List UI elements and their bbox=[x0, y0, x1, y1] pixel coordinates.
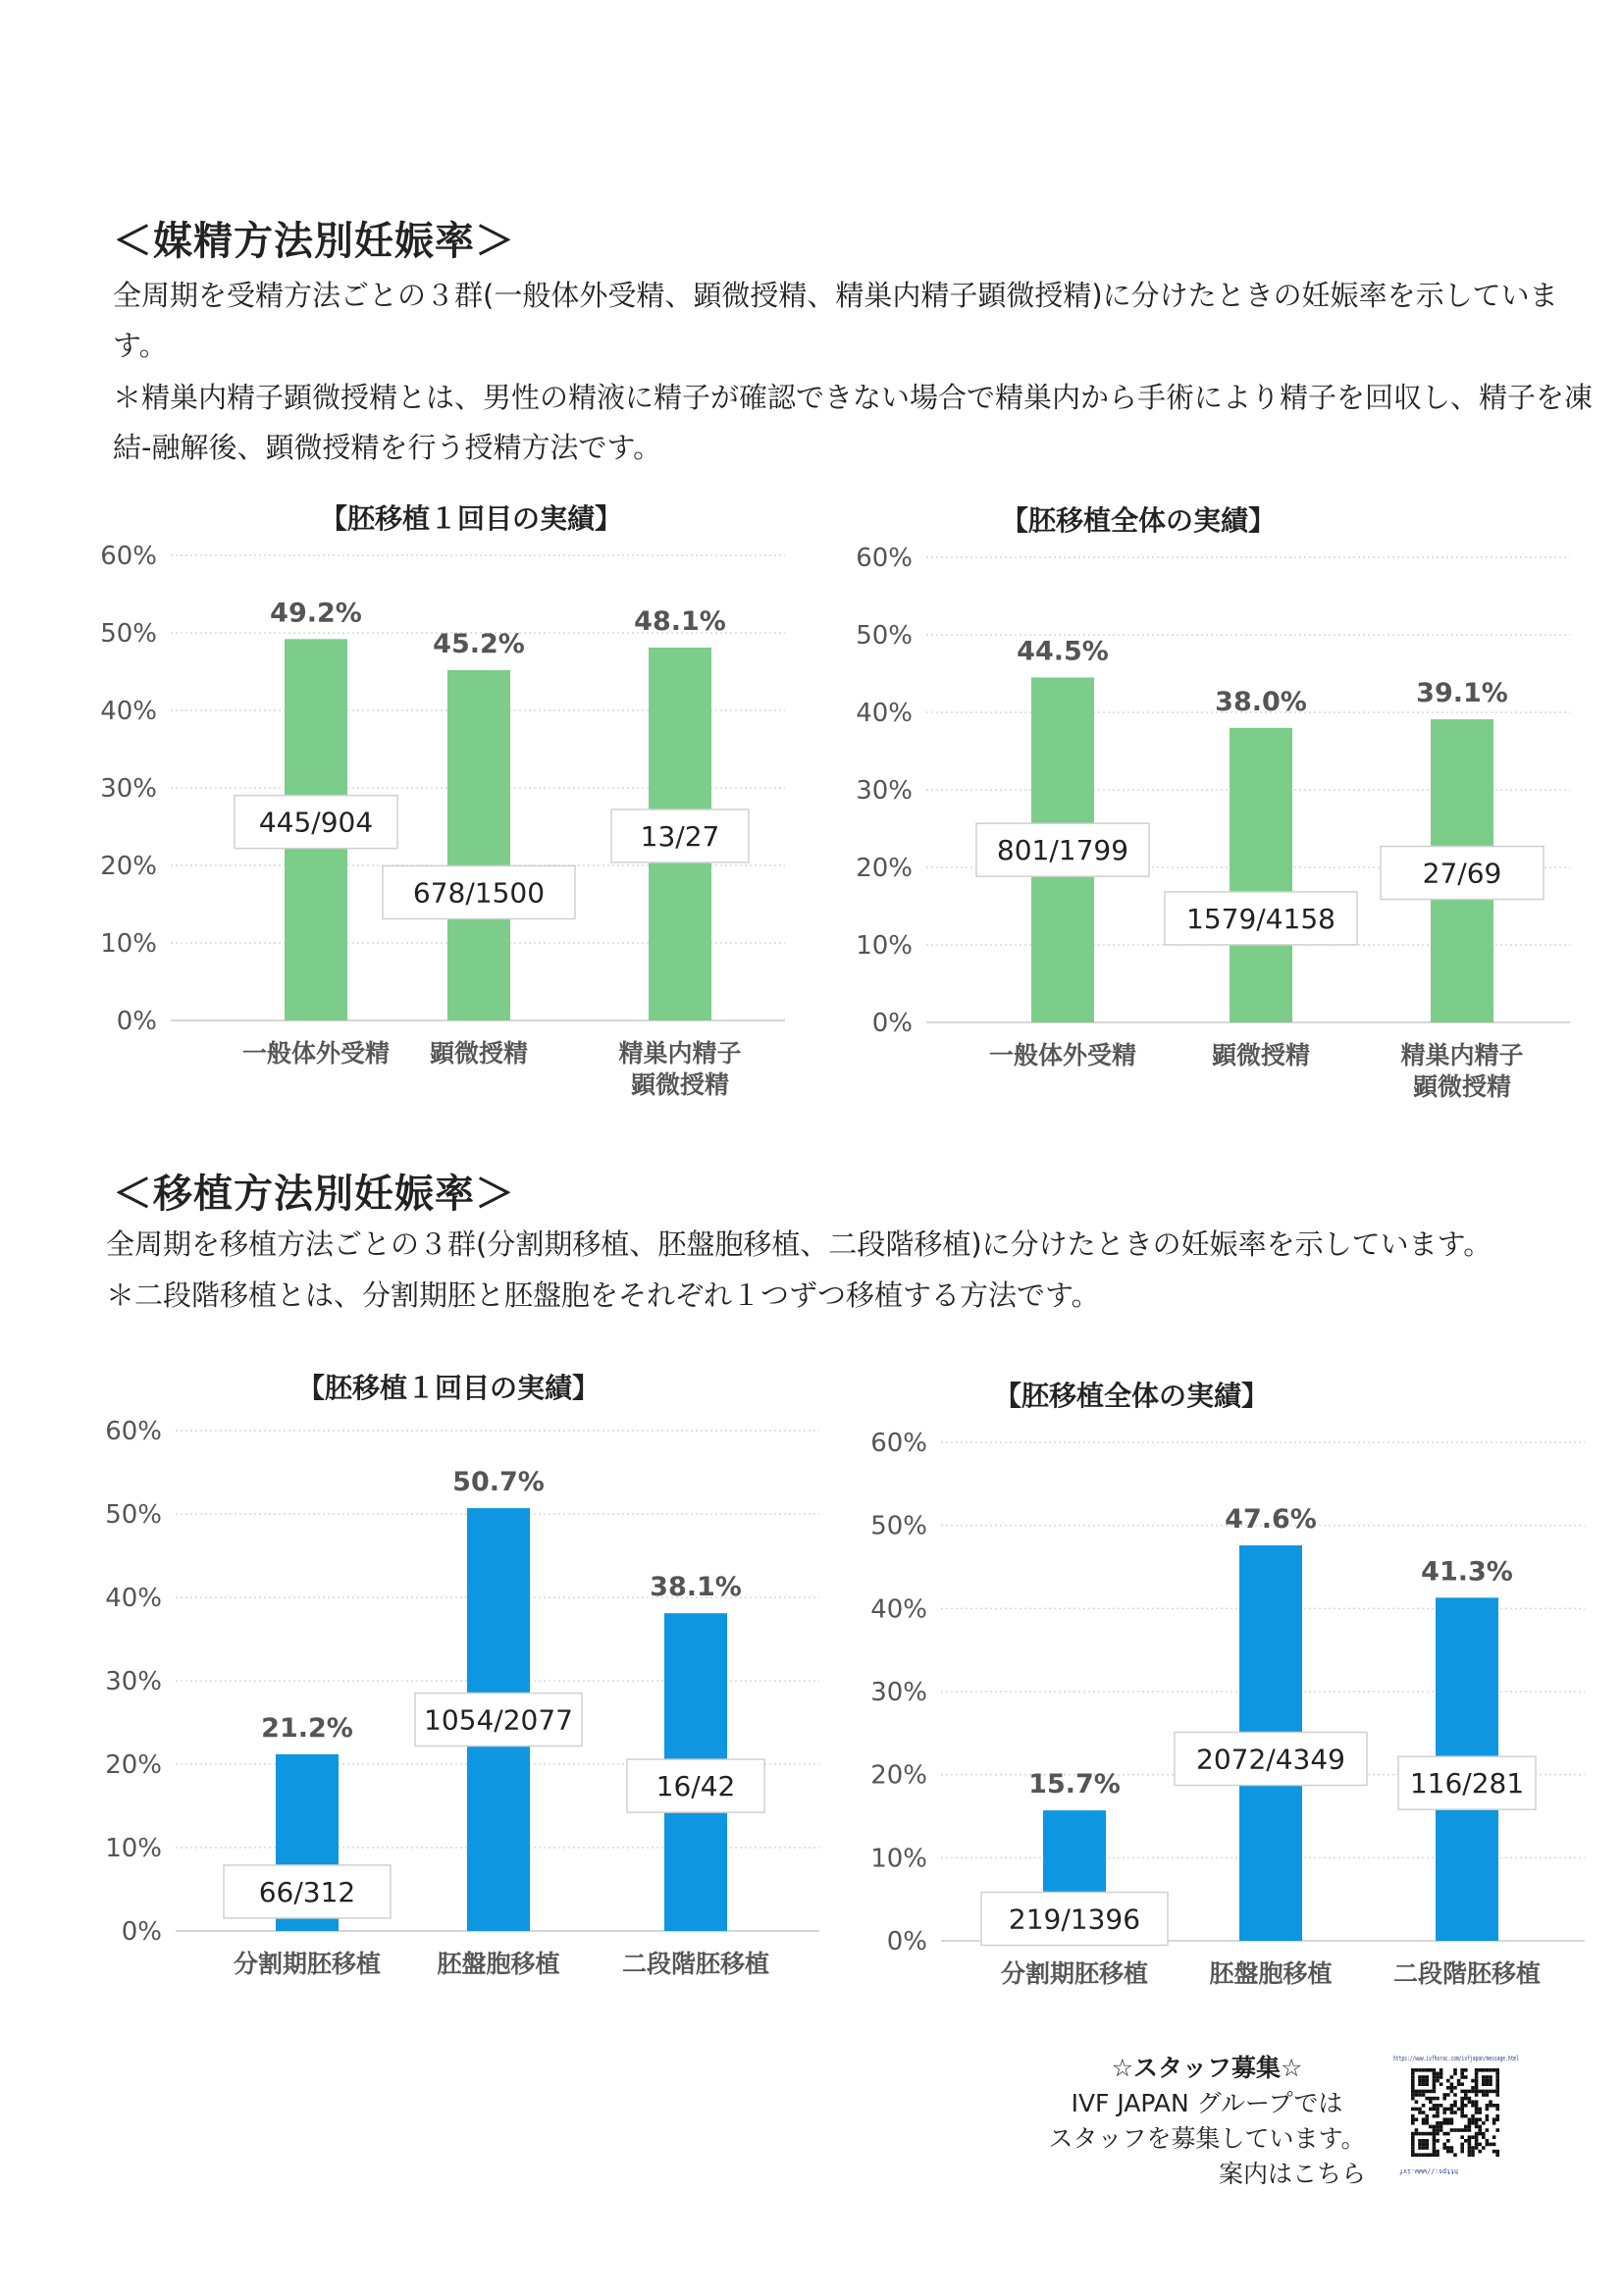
y-tick-label: 40% bbox=[870, 1594, 927, 1625]
y-tick-label: 0% bbox=[871, 1009, 913, 1038]
count-label: 801/1799 bbox=[996, 834, 1129, 867]
section2-text-2: ＊二段階移植とは、分割期胚と胚盤胞をそれぞれ１つずつ移植する方法です。 bbox=[106, 1278, 1100, 1312]
y-tick-label: 20% bbox=[870, 1760, 927, 1791]
value-label: 39.1% bbox=[1416, 678, 1508, 709]
bar bbox=[447, 670, 510, 1020]
value-label: 38.1% bbox=[650, 1572, 742, 1603]
value-label: 21.2% bbox=[261, 1712, 353, 1744]
chart-transfer-first-transfer bbox=[93, 1370, 839, 1998]
chart-title: 【胚移植全体の実績】 bbox=[1000, 504, 1277, 537]
x-category-label: 顕微授精 bbox=[1211, 1041, 1311, 1070]
x-category-label: 一般体外受精 bbox=[241, 1039, 391, 1068]
y-tick-label: 50% bbox=[870, 1511, 927, 1541]
y-tick-label: 40% bbox=[856, 699, 913, 728]
chart-title: 【胚移植１回目の実績】 bbox=[319, 502, 623, 535]
y-tick-label: 50% bbox=[856, 621, 913, 651]
count-label: 678/1500 bbox=[412, 876, 546, 910]
x-category-label: 顕微授精 bbox=[429, 1039, 529, 1068]
chart-insemination-first-transfer bbox=[59, 498, 805, 1126]
y-tick-label: 30% bbox=[105, 1667, 162, 1696]
value-label: 48.1% bbox=[634, 606, 726, 638]
y-tick-label: 20% bbox=[856, 854, 913, 883]
value-label: 44.5% bbox=[1017, 636, 1109, 667]
y-tick-label: 0% bbox=[886, 1927, 927, 1957]
count-label: 116/281 bbox=[1409, 1767, 1525, 1800]
section2-text-1: 全周期を移植方法ごとの３群(分割期移植、胚盤胞移植、二段階移植)に分けたときの妊娠率を示しています。 bbox=[106, 1227, 1492, 1261]
section2-title: ＜移植方法別妊娠率＞ bbox=[113, 1172, 515, 1217]
recruit-line-3[interactable]: 案内はこちら bbox=[1218, 2160, 1366, 2188]
x-category-label: 顕微授精 bbox=[630, 1070, 730, 1099]
qr-url-bottom: https://www.ivf bbox=[1399, 2167, 1458, 2175]
staff-recruit-box bbox=[1030, 2051, 1384, 2192]
x-category-label: 精巣内精子 bbox=[1400, 1041, 1524, 1070]
x-category-label: 胚盤胞移植 bbox=[437, 1950, 560, 1978]
recruit-line-2: スタッフを募集しています。 bbox=[1048, 2124, 1366, 2153]
chart-transfer-all-transfers bbox=[859, 1372, 1604, 2000]
x-category-label: 顕微授精 bbox=[1412, 1072, 1512, 1101]
y-tick-label: 10% bbox=[870, 1844, 927, 1874]
y-tick-label: 30% bbox=[856, 776, 913, 806]
y-tick-label: 20% bbox=[105, 1750, 162, 1780]
y-tick-label: 60% bbox=[870, 1429, 927, 1458]
y-tick-label: 50% bbox=[100, 619, 157, 649]
value-label: 45.2% bbox=[433, 628, 525, 659]
x-category-label: 分割期胚移植 bbox=[1000, 1959, 1149, 1988]
chart-title: 【胚移植１回目の実績】 bbox=[296, 1372, 601, 1404]
qr-code-image[interactable] bbox=[1389, 2053, 1523, 2178]
x-category-label: 分割期胚移植 bbox=[233, 1950, 382, 1978]
y-tick-label: 40% bbox=[100, 697, 157, 726]
y-tick-label: 0% bbox=[116, 1007, 157, 1036]
y-tick-label: 10% bbox=[100, 929, 157, 959]
section1-text-2: ＊精巣内精子顕微授精とは、男性の精液に精子が確認できない場合で精巣内から手術により精子を回収し、精子を凍結-融解後、顕微授精を行う授精方法です。 bbox=[113, 381, 1594, 464]
value-label: 50.7% bbox=[452, 1467, 545, 1498]
bar bbox=[1230, 728, 1292, 1022]
section1-text-1: 全周期を受精方法ごとの３群(一般体外受精、顕微授精、精巣内精子顕微授精)に分けたときの妊娠率を示しています。 bbox=[113, 279, 1558, 362]
count-label: 16/42 bbox=[655, 1770, 736, 1803]
value-label: 15.7% bbox=[1028, 1769, 1121, 1800]
x-category-label: 精巣内精子 bbox=[618, 1039, 742, 1068]
qr-url-top: https://www.ivfhorac.com/ivfjapan/message.html bbox=[1393, 2055, 1519, 2062]
value-label: 49.2% bbox=[270, 598, 362, 629]
count-label: 13/27 bbox=[640, 820, 720, 854]
chart-insemination-all-transfers bbox=[844, 500, 1590, 1128]
y-tick-label: 40% bbox=[105, 1584, 162, 1613]
y-tick-label: 60% bbox=[105, 1417, 162, 1446]
y-tick-label: 50% bbox=[105, 1500, 162, 1530]
y-tick-label: 30% bbox=[870, 1678, 927, 1707]
recruit-line-1: IVF JAPAN グループでは bbox=[1071, 2089, 1343, 2117]
x-category-label: 二段階胚移植 bbox=[621, 1950, 770, 1978]
count-label: 66/312 bbox=[258, 1875, 356, 1908]
y-tick-label: 10% bbox=[105, 1834, 162, 1863]
value-label: 47.6% bbox=[1225, 1503, 1317, 1535]
y-tick-label: 60% bbox=[856, 544, 913, 573]
recruit-title: ☆スタッフ募集☆ bbox=[1111, 2054, 1303, 2082]
y-tick-label: 30% bbox=[100, 774, 157, 804]
count-label: 2072/4349 bbox=[1196, 1743, 1345, 1776]
x-category-label: 一般体外受精 bbox=[988, 1041, 1137, 1070]
y-tick-label: 0% bbox=[121, 1917, 162, 1947]
value-label: 41.3% bbox=[1421, 1556, 1513, 1588]
x-category-label: 二段階胚移植 bbox=[1392, 1959, 1542, 1988]
y-tick-label: 20% bbox=[100, 852, 157, 881]
y-tick-label: 60% bbox=[100, 542, 157, 571]
count-label: 445/904 bbox=[258, 806, 374, 839]
count-label: 27/69 bbox=[1422, 857, 1502, 890]
count-label: 1054/2077 bbox=[424, 1703, 573, 1737]
section1-title: ＜媒精方法別妊娠率＞ bbox=[113, 219, 515, 264]
x-category-label: 胚盤胞移植 bbox=[1209, 1959, 1333, 1988]
count-label: 219/1396 bbox=[1008, 1903, 1141, 1936]
y-tick-label: 10% bbox=[856, 931, 913, 961]
chart-title: 【胚移植全体の実績】 bbox=[993, 1380, 1270, 1412]
count-label: 1579/4158 bbox=[1186, 902, 1335, 935]
value-label: 38.0% bbox=[1215, 686, 1307, 717]
